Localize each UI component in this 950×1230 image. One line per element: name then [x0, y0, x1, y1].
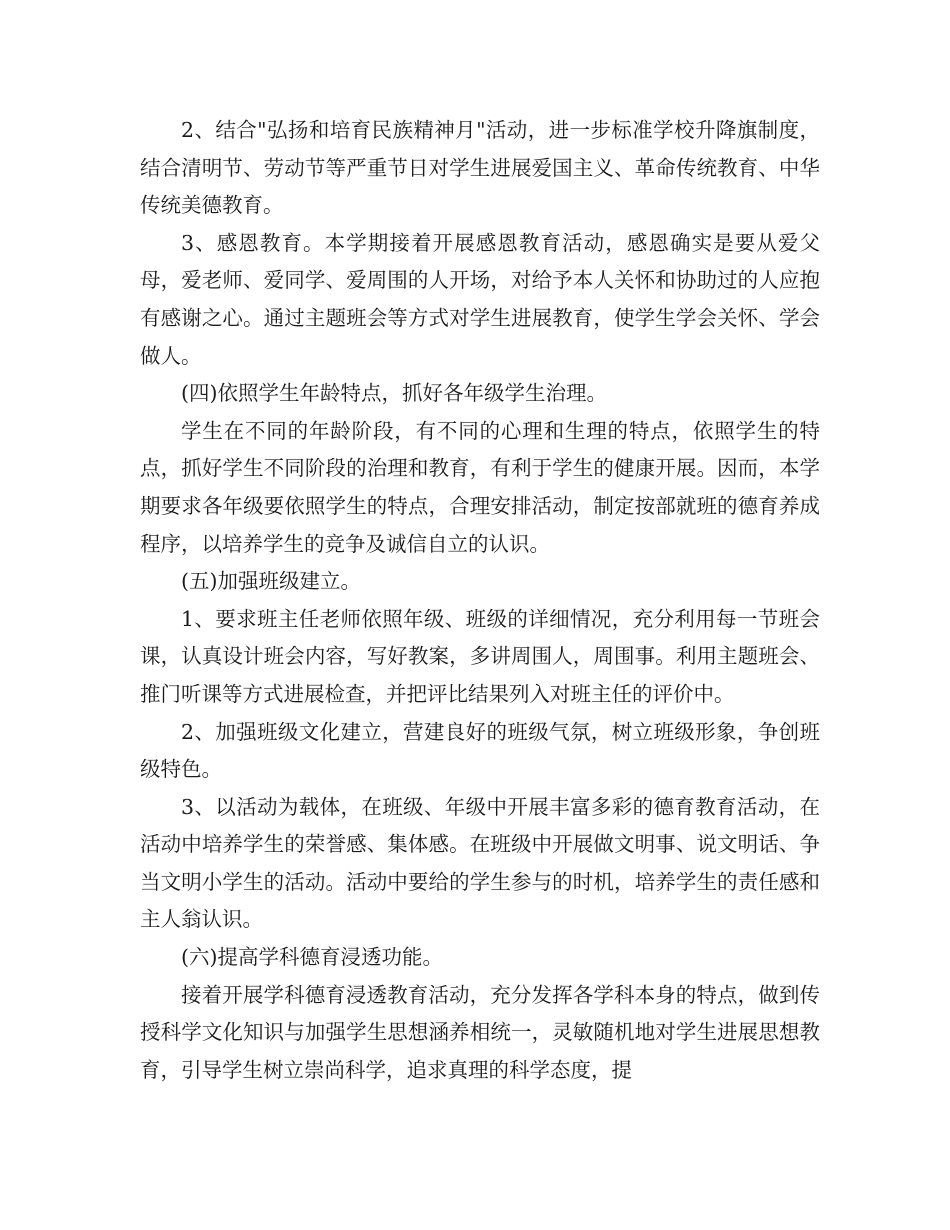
- section-heading-4: (四)依照学生年龄特点，抓好各年级学生治理。: [181, 381, 607, 406]
- section-heading-5: (五)加强班级建立。: [181, 569, 361, 594]
- paragraph-flag-raising: 2、结合"弘扬和培育民族精神月"活动，进一步标准学校升降旗制度，结合清明节、劳动节等严重节日对学生进展爱国主义、革命传统教育、中华传统美德教育。: [140, 118, 820, 218]
- paragraph-gratitude-education: 3、感恩教育。本学期接着开展感恩教育活动，感恩确实是要从爱父母，爱老师、爱同学、爱周围的人开场，对给予本人关怀和协助过的人应抱有感谢之心。通过主题班会等方式对学生进展教育，使学生学会关怀、学会做人。: [140, 230, 820, 368]
- paragraph-subject-moral-education: 接着开展学科德育浸透教育活动，充分发挥各学科本身的特点，做到传授科学文化知识与加强学生思想涵养相统一，灵敏随机地对学生进展思想教育，引导学生树立崇尚科学，追求真理的科学态度，提: [140, 982, 820, 1082]
- document-body: [140, 112, 820, 1089]
- paragraph-age-characteristics: 学生在不同的年龄阶段，有不同的心理和生理的特点，依照学生的特点，抓好学生不同阶段的治理和教育，有利于学生的健康开展。因而，本学期要求各年级要依照学生的特点，合理安排活动，制定按部就班的德育养成程序，以培养学生的竞争及诚信自立的认识。: [140, 418, 820, 556]
- section-heading-6: (六)提高学科德育浸透功能。: [181, 945, 443, 970]
- paragraph-activities: 3、以活动为载体，在班级、年级中开展丰富多彩的德育教育活动，在活动中培养学生的荣誉感、集体感。在班级中开展做文明事、说文明话、争当文明小学生的活动。活动中要给的学生参与的时机，培养学生的责任感和主人翁认识。: [140, 794, 820, 932]
- paragraph-class-culture: 2、加强班级文化建立，营建良好的班级气氛，树立班级形象，争创班级特色。: [140, 719, 820, 782]
- paragraph-class-meeting: 1、要求班主任老师依照年级、班级的详细情况，充分利用每一节班会课，认真设计班会内容，写好教案，多讲周围人，周围事。利用主题班会、推门听课等方式进展检查，并把评比结果列入对班主任的评价中。: [140, 606, 820, 706]
